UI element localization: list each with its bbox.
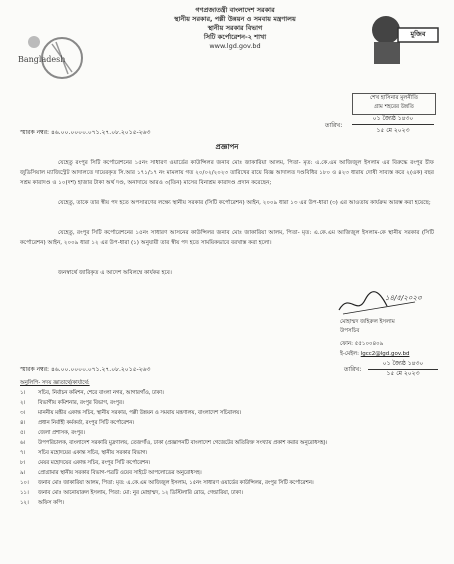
- header-line-2: স্থানীয় সরকার, পল্লী উন্নয়ন ও সমবায় মন্ত্রণালয়: [174, 15, 296, 23]
- slogan-box: [352, 93, 436, 115]
- copy-list-text: জেলা প্রশাসক, রংপুর।: [38, 430, 85, 436]
- copy-list-item: [20, 418, 440, 428]
- copy-list-item: [20, 468, 440, 478]
- paragraph-3: যেহেতু, রংপুর সিটি কর্পোরেশনের ১৫নং সাধারণ আসনের কাউন্সিলর জনাব মোঃ জাকারিয়া আলম, পিতা- মৃত: এ.কে.এম আজিজুল ইসলাম-কে স্থানীয় সরকার (সিটি কর্পোরেশন) আইন, ২০০৯ ধারা ১২ এর উপ-ধারা (১) অনুযায়ী তার স্বীয় পদ হতে সাময়িকভাবে বরখাস্ত করা হলো।: [20, 230, 434, 246]
- signature-date: ১৪/৫/২০২৩: [385, 294, 422, 302]
- signer-designation: উপসচিব: [340, 328, 360, 334]
- memo-ref-label: স্মারক নম্বর:: [20, 129, 50, 136]
- paragraph-4: জনস্বার্থে জারিকৃত এ আদেশ অবিলম্বে কার্যকর হবে।: [58, 270, 172, 276]
- copy-list-number: ৯।: [20, 470, 26, 476]
- copy-list-item: [20, 478, 440, 488]
- header-line-1: গণপ্রজাতন্ত্রী বাংলাদেশ সরকার: [195, 6, 275, 14]
- memo2-date-english: ১৫ মে ২০২৩: [386, 370, 420, 377]
- memo-date-bengali: ০১ জ্যৈষ্ঠ ১৪৩০: [352, 113, 434, 125]
- copy-list-text: সচিব, নির্বাচন কমিশন, শেরে বাংলা নগর, আগারগাঁও, ঢাকা।: [38, 390, 164, 396]
- memo2-date-bengali: ০১ জ্যৈষ্ঠ ১৪৩০: [368, 358, 438, 370]
- handwritten-signature: [335, 288, 425, 318]
- copy-list-text: প্রধান নির্বাহী কর্মকর্তা, রংপুর সিটি কর্পোরেশন।: [38, 420, 135, 426]
- copy-list-item: [20, 428, 440, 438]
- copy-list-number: ৫।: [20, 430, 26, 436]
- copy-list-text: মেয়র মহোদয়ের একান্ত সচিব, রংপুর সিটি কর্পোরেশন।: [38, 460, 151, 466]
- header-line-4: সিটি কর্পোরেশন-২ শাখা: [203, 33, 267, 41]
- slogan-line-2: গ্রাম শহরের উন্নতি: [374, 104, 414, 110]
- memo-reference: [20, 127, 150, 138]
- copy-list-text: সচিব মহোদয়ের একান্ত সচিব, স্থানীয় সরকার বিভাগ।: [38, 450, 148, 456]
- signer-name: মোহাম্মদ জহিরুল ইসলাম: [340, 319, 395, 325]
- signer-email[interactable]: ই-মেইল: lgcc2@lgd.gov.bd: [340, 351, 410, 357]
- memo2-date-label: তারিখ:: [344, 366, 362, 373]
- copy-list-item: [20, 458, 440, 468]
- mujib-logo: [362, 8, 444, 68]
- copy-list-item: [20, 488, 440, 498]
- logo-text: Bangladesh: [18, 55, 66, 64]
- copy-list-number: ৭।: [20, 450, 26, 456]
- copy-list-item: [20, 388, 440, 398]
- copy-list-text: জনাব মোঃ আনোয়ারুল ইসলাম, পিতা: মো: নুর মোহাম্মদ, ১২ ডিস্টিলারি রোড, গেন্ডারিয়া, ঢাকা।: [38, 490, 243, 496]
- document-title: প্রজ্ঞাপন: [215, 143, 239, 151]
- copy-list-number: ৮।: [20, 460, 26, 466]
- mujib-logo-text: মুজিব: [410, 30, 426, 38]
- copy-list-number: ৪।: [20, 420, 26, 426]
- paragraph-1: যেহেতু রংপুর সিটি কর্পোরেশনের ১৫নং সাধারণ ওয়ার্ডের কাউন্সিলর জনাব মোঃ জাকারিয়া আলম, পিতা- মৃত: এ.কে.এম আজিজুল ইসলাম এর বিরুদ্ধে রংপুর চীফ জুডিসিয়াল ম্যাজিস্ট্রেট আদালতে দায়েরকৃত সি.আর ১৭১/১৭ নং মামলায় গত ২০/০২/২০২৩ তারিখের রায়ে বিজ্ঞ আদালত দণ্ডবিধির ১৮০ ও ৪২৩ ধারায় দোষী সাব্যস্ত করে ২(এক) বছর সশ্রম কারাদণ্ড ও ১০(দশ) হাজার টাকা অর্থ দণ্ড, অনাদায়ে আরও ৩(তিন) মাসের বিনাশ্রম কারাদণ্ড প্রদান করেছেন;: [20, 160, 434, 186]
- copy-list-number: ১।: [20, 390, 26, 396]
- copy-list-number: ৩।: [20, 410, 26, 416]
- copy-list-text: বিভাগীয় কমিশনার, রংপুর বিভাগ, রংপুর।: [38, 400, 124, 406]
- copy-list-text: জনাব মোঃ জাকারিয়া আলম, পিতা: মৃত: এ.কে.এম আজিজুল ইসলাম, ১৫নং সাধারণ ওয়ার্ডের কাউন্সিলর, রংপুর সিটি কর্পোরেশন।: [38, 480, 314, 486]
- copy-list-text: মাননীয় মন্ত্রীর একান্ত সচিব, স্থানীয় সরকার, পল্লী উন্নয়ন ও সমবায় মন্ত্রণালয়, বাংলাদেশ সচিবালয়।: [38, 410, 242, 416]
- copy-list-number: ২।: [20, 400, 26, 406]
- copy-list-item: [20, 438, 440, 448]
- memo-date-label: তারিখ:: [325, 122, 343, 129]
- copy-list-text: অফিস কপি।: [38, 500, 64, 506]
- signer-phone: ফোন: ৫৫১০০৪০৯: [340, 341, 384, 347]
- copy-list-number: ১১।: [20, 490, 29, 496]
- copy-heading: অনুলিপি- সদয় জ্ঞাতার্থে/কার্যার্থে:: [20, 380, 90, 386]
- copy-list-item: [20, 448, 440, 458]
- paragraph-2: যেহেতু, তাকে তার স্বীয় পদ হতে অপসারণের লক্ষ্যে স্থানীয় সরকার (সিটি কর্পোরেশন) আইন, ২০০৯ ধারা ১৩ এর উপ-ধারা (৩) এর আওতায় কার্যক্রম আরম্ভ করা হয়েছে;: [58, 200, 431, 206]
- header-line-3: স্থানীয় সরকার বিভাগ: [207, 24, 263, 32]
- memo-ref-number: ৪৬.০০.০০০০.০৭১.২৭.০৮.২০১৫-২৬৩: [50, 129, 151, 136]
- copy-list-text: প্রোগ্রামার স্থানীয় সরকার বিভাগ-পত্রটি ওয়েব সাইটে আপলোডের অনুরোধসহ।: [38, 470, 202, 476]
- memo-date-english: ১৫ মে ২০২৩: [376, 127, 410, 134]
- memo2-reference: স্মারক নম্বর: ৪৬.০০.০০০০.০৭১.২৭.০৮.২০১৫-২৬৩: [20, 366, 151, 373]
- copy-list-item: [20, 398, 440, 408]
- copy-list: [20, 378, 440, 508]
- slogan-line-1: শেখ হাসিনার মূলনীতি: [370, 95, 418, 101]
- copy-list-number: ১০।: [20, 480, 29, 486]
- copy-list-item: [20, 498, 440, 508]
- copy-list-number: ৬।: [20, 440, 26, 446]
- copy-list-text: উপপরিচালক, বাংলাদেশ সরকারি মুদ্রণালয়, তেজগাঁও, ঢাকা (প্রজ্ঞাপনটি বাংলাদেশ গেজেটের অতিরিক্ত সংখ্যায় প্রকাশ করার অনুরোধসহ)।: [38, 440, 328, 446]
- website-link[interactable]: www.lgd.gov.bd: [209, 42, 261, 50]
- copy-list-number: ১২।: [20, 500, 29, 506]
- copy-list-item: [20, 408, 440, 418]
